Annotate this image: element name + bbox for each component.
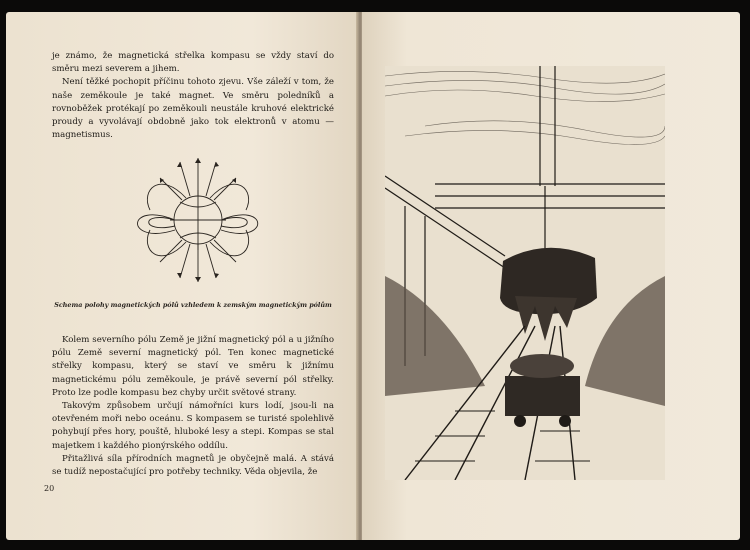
paragraph: je známo, že magnetická střelka kompasu se vždy staví do směru mezi severem a jihem. (52, 51, 334, 75)
electromagnet-crane-illustration (385, 66, 665, 480)
page-number: 20 (44, 484, 55, 493)
paragraph: Kolem severního pólu Země je jižní magnetický pól a u jižního pólu Země severní magnetický pól. Ten konec magnetické střelky kompasu, který se staví ve směru k jižnímu magnetickému pólu zeměkoule, je právě severní pól střelky. Proto lze podle kompasu bez chyby určit světové strany. (52, 335, 334, 398)
text-block-bottom (52, 334, 334, 479)
text-block-top (52, 50, 334, 142)
paragraph: Přitažlivá síla přírodních magnetů je obyčejně malá. A stává se tudíž nepostačující pro potřeby techniky. Věda objevila, že (52, 453, 334, 478)
magnetic-field-diagram (120, 150, 280, 290)
paragraph: Není těžké pochopit příčinu tohoto zjevu. Vše záleží v tom, že naše zeměkoule je také magnet. Ve směru poledníků a rovnoběžek protékají po zeměkouli neustále kruhové elektrické proudy a vyvolávají obdobně jako tok elektronů v atomu — magnetismus. (52, 77, 334, 141)
paragraph: Takovým způsobem určují námořníci kurs lodí, jsou-li na otevřeném moři nebo oceánu. S kompasem se turisté spolehlivě pohybují přes hory, pouště, hluboké lesy a stepi. Kompas se stal majetkem i každého pionýrského oddílu. (52, 401, 334, 451)
figure-caption: Schema polohy magnetických pólů vzhledem k zemským magnetickým pólům (54, 301, 332, 309)
